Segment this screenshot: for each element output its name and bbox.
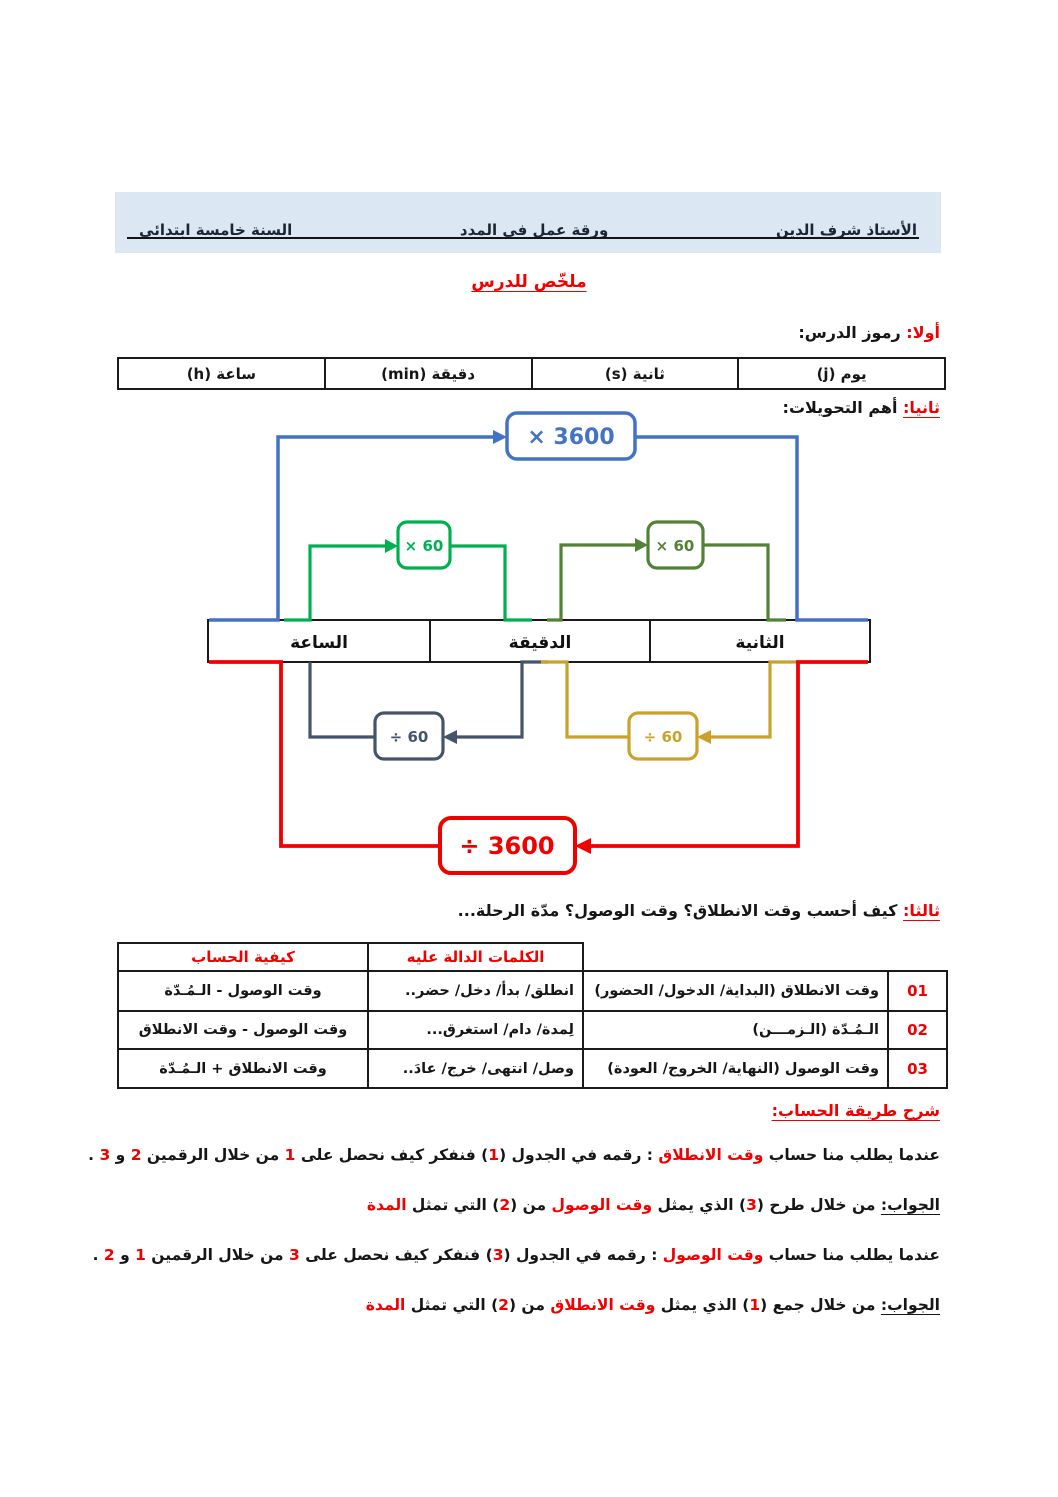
- text-segment: من (: [508, 1296, 551, 1314]
- text-segment: ) الذي يمثل: [652, 1196, 747, 1214]
- section-heading-symbols: [798, 322, 940, 344]
- text-segment: المدة: [366, 1196, 407, 1214]
- minute-to-second-line: [703, 545, 786, 620]
- header-rule: [127, 237, 919, 239]
- text-segment: 1: [749, 1296, 761, 1314]
- text-segment: 1: [284, 1146, 296, 1164]
- calculation-column-header: كيفية الحساب: [118, 943, 368, 971]
- divide-3600-label: ÷ 3600: [459, 832, 555, 860]
- header-band: [115, 192, 941, 253]
- text-segment: : رقمه في الجدول (: [503, 1246, 663, 1264]
- calculation-cell: وقت الانطلاق + الـمُـدّة: [118, 1049, 368, 1088]
- text-segment: 2: [498, 1296, 509, 1314]
- arrow-left-icon: [575, 838, 591, 854]
- text-segment: أولا:: [906, 323, 940, 342]
- text-segment: ) فنفكر كيف نحصل على: [299, 1246, 493, 1264]
- text-segment: ثانيا:: [903, 398, 940, 417]
- text-segment: و: [114, 1246, 136, 1264]
- hour-to-minute-line: [450, 546, 532, 620]
- text-segment: ) فنفكر كيف نحصل على: [295, 1146, 489, 1164]
- method-table: [117, 942, 948, 1089]
- keywords-cell: انطلق/ بدأ/ دخل/ حضر..: [368, 971, 583, 1011]
- text-segment: من خلال جمع (: [760, 1296, 881, 1314]
- text-segment: من (: [510, 1196, 552, 1214]
- text-segment: 3: [492, 1246, 504, 1264]
- text-segment: عندما يطلب منا حساب: [763, 1146, 940, 1164]
- text-segment: وقت الوصول: [551, 1196, 653, 1214]
- section-heading-how-to-calculate: [458, 900, 940, 922]
- table-row: [118, 1011, 947, 1049]
- text-segment: من خلال الرقمين: [145, 1246, 290, 1264]
- table-row: [118, 1049, 947, 1088]
- text-segment: ثالثا:: [903, 901, 940, 920]
- hour-to-minute-line: [284, 546, 386, 620]
- text-segment: : رقمه في الجدول (: [499, 1146, 659, 1164]
- unit-hour-label: الساعة: [290, 633, 348, 653]
- text-segment: الجواب:: [880, 1196, 940, 1214]
- divide-60-gold-label: ÷ 60: [643, 728, 683, 746]
- arrow-right-icon: [493, 430, 507, 444]
- symbol-cell-day: يوم (j): [738, 358, 945, 389]
- divide-60-slate-label: ÷ 60: [389, 728, 429, 746]
- text-segment: من خلال الرقمين: [141, 1146, 285, 1164]
- text-segment: وقت الوصول: [662, 1246, 764, 1264]
- keywords-cell: لِمدة/ دام/ استغرق...: [368, 1011, 583, 1049]
- text-segment: المدة: [365, 1296, 406, 1314]
- text-segment: الجواب:: [880, 1296, 940, 1314]
- arrow-left-icon: [697, 730, 711, 744]
- arrow-right-icon: [385, 539, 398, 553]
- text-segment: وقت الانطلاق: [550, 1296, 656, 1314]
- second-to-minute-line: [541, 662, 629, 737]
- text-segment: 3: [289, 1246, 300, 1264]
- keywords-column-header: الكلمات الدالة عليه: [368, 943, 583, 971]
- text-segment: كيف أحسب وقت الانطلاق؟ وقت الوصول؟ مدّة الرحلة...: [457, 901, 904, 920]
- unit-minute-label: الدقيقة: [508, 633, 572, 653]
- concept-cell: وقت الوصول (النهاية/ الخروج/ العودة): [583, 1049, 888, 1088]
- explanation-line-4: [366, 1293, 940, 1317]
- text-segment: 3: [99, 1146, 111, 1164]
- arrow-left-icon: [443, 730, 457, 744]
- text-segment: ) التي تمثل: [406, 1196, 500, 1214]
- symbol-cell-second: ثانية (s): [532, 358, 739, 389]
- text-segment: من خلال طرح (: [756, 1196, 881, 1214]
- multiply-60-green-label: × 60: [404, 537, 444, 555]
- minute-to-hour-line: [456, 662, 548, 737]
- text-segment: 1: [488, 1146, 500, 1164]
- row-number: 02: [888, 1011, 947, 1049]
- explanation-line-2: [367, 1193, 940, 1217]
- symbols-table: [117, 357, 946, 390]
- row-number: 03: [888, 1049, 947, 1088]
- text-segment: أهم التحويلات:: [782, 398, 904, 417]
- calculation-cell: وقت الوصول - وقت الانطلاق: [118, 1011, 368, 1049]
- text-segment: 2: [103, 1246, 115, 1264]
- text-segment: 1: [135, 1246, 146, 1264]
- table-row: [118, 971, 947, 1011]
- empty-header-cell: [583, 943, 947, 971]
- text-segment: رموز الدرس:: [798, 323, 907, 342]
- worksheet-title-text: ورقة عمل في المدد: [459, 221, 609, 239]
- explanation-line-3: [93, 1243, 940, 1267]
- symbol-cell-hour: ساعة (h): [118, 358, 325, 389]
- unit-second-label: الثانية: [735, 633, 785, 653]
- text-segment: 2: [130, 1146, 142, 1164]
- explanation-line-1: [88, 1143, 940, 1167]
- text-segment: و: [110, 1146, 131, 1164]
- text-segment: شرح طريقة الحساب:: [771, 1101, 940, 1120]
- text-segment: .: [92, 1246, 104, 1264]
- school-year-text: السنة خامسة ابتدائي: [139, 221, 293, 239]
- text-segment: وقت الانطلاق: [658, 1146, 764, 1164]
- teacher-name-text: الأستاذ شرف الدين: [775, 221, 917, 239]
- multiply-3600-label: × 3600: [527, 425, 615, 450]
- text-segment: 2: [499, 1196, 511, 1214]
- section-heading-method-explanation: [772, 1100, 940, 1122]
- conversions-diagram: [190, 406, 890, 886]
- second-to-minute-line: [710, 662, 796, 737]
- text-segment: .: [88, 1146, 100, 1164]
- page-title: ملخّص للدرس: [471, 272, 587, 292]
- text-segment: 3: [746, 1196, 757, 1214]
- arrow-right-icon: [635, 538, 648, 552]
- multiply-60-darkgreen-label: × 60: [655, 537, 695, 555]
- text-segment: عندما يطلب منا حساب: [763, 1246, 940, 1264]
- minute-to-second-line: [547, 545, 636, 620]
- row-number: 01: [888, 971, 947, 1011]
- concept-cell: الـمُـدّة (الـزمـــن): [583, 1011, 888, 1049]
- concept-cell: وقت الانطلاق (البداية/ الدخول/ الحضور): [583, 971, 888, 1011]
- symbol-cell-minute: دقيقة (min): [325, 358, 532, 389]
- table-row: [118, 358, 945, 389]
- table-header-row: [118, 943, 947, 971]
- text-segment: ) الذي يمثل: [655, 1296, 750, 1314]
- minute-to-hour-line: [310, 662, 375, 737]
- text-segment: ) التي تمثل: [405, 1296, 499, 1314]
- calculation-cell: وقت الوصول - الـمُـدّة: [118, 971, 368, 1011]
- keywords-cell: وصل/ انتهى/ خرج/ عادَ..: [368, 1049, 583, 1088]
